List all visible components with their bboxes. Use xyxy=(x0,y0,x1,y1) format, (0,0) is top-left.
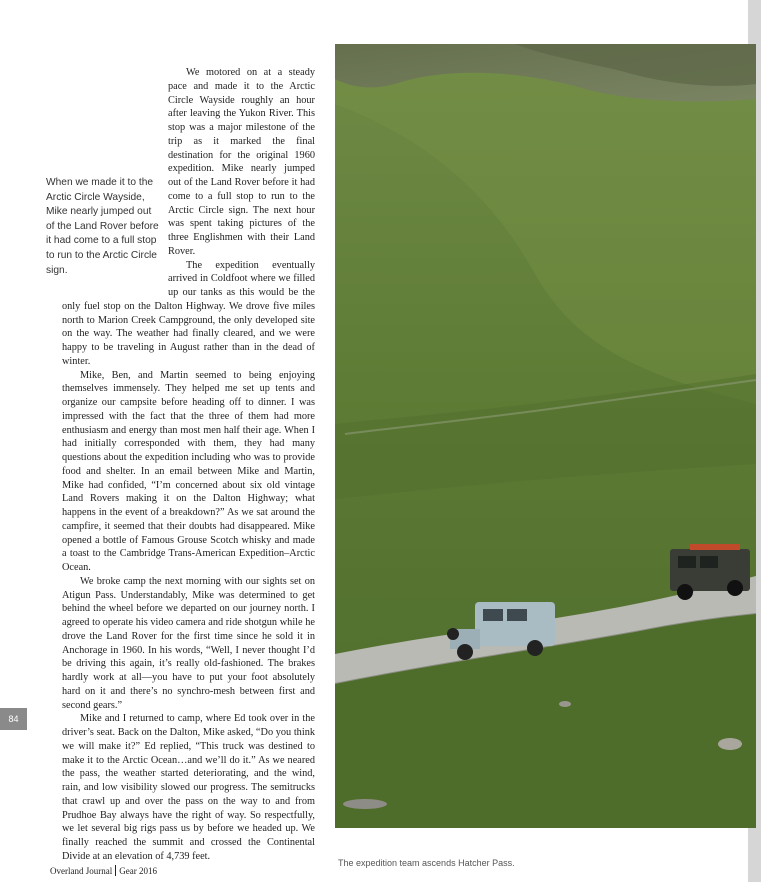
publication-name: Overland Journal xyxy=(50,866,113,876)
footer-divider xyxy=(115,865,116,876)
hatcher-pass-photo xyxy=(335,44,756,828)
paragraph-3: Mike, Ben, and Martin seemed to being enjoying themselves immensely. They helped me set up tents and organize our campsite before heading off to dinner. I was impressed with the fact that the three of them had more enthusiasm and energy than most men half their age. When I had initially corresponded with them, they had many questions about the expedition including who was to provide food and shelter. In an email between Mike and Martin, Mike had confided, “I’m concerned about six old vintage Land Rovers making it on the Dalton Highway; what happens in the event of a breakdown?” As we sat around the campfire, it seemed that their doubts had disappeared. Mike opened a bottle of Famous Grouse Scotch whisky and made a toast to the Cambridge Trans-American Expedition–Arctic Ocean. xyxy=(62,369,315,573)
paragraph-5: Mike and I returned to camp, where Ed took over in the driver’s seat. Back on the Dalton, Mike asked, “Do you think we will make it?” Ed replied, “This truck was destined to make it to the Arctic Ocean…and we’ll do it.” As we neared the pass, the weather started deteriorating, and the wind, rain, and low visibility slowed our progress. The semitrucks that crawl up and over the pass on the way to and from Prudhoe Bay always have the right of way. So respectfully, we let several big rigs pass us by before we headed up. We finally reached the summit and crossed the Continental Divide at an elevation of 4,739 feet. xyxy=(62,713,315,862)
footer xyxy=(50,865,157,876)
page-number: 84 xyxy=(0,708,27,730)
paragraph-4: We broke camp the next morning with our sights set on Atigun Pass. Understandably, Mike was determined to get behind the wheel before we departed on our journey north. I agreed to operate his video camera and ride shotgun while he drove the Land Rover for the first time since he sold it in Anchorage in 1960. In his words, “Well, I never thought I’d be driving this again, it’s really old-fashioned. The brakes hardly work at all—you have to put your foot absolutely hard on it and there’s no synchro-mesh between first and second gears.” xyxy=(62,575,315,711)
pullquote: When we made it to the Arctic Circle Wayside, Mike nearly jumped out of the Land Rover before it had come to a full stop to run to the Arctic Circle sign. xyxy=(46,177,159,276)
photo-caption: The expedition team ascends Hatcher Pass. xyxy=(338,858,515,868)
paragraph-2: The expedition eventually arrived in Coldfoot where we filled up our tanks as this would be the only fuel stop on the Dalton Highway. We drove five miles north to Marion Creek Campground, the only developed site on the way. The weather had finally cleared, and we were happy to be traveling in August rather than in the dead of winter. xyxy=(62,259,315,367)
paragraph-1: We motored on at a steady pace and made it to the Arctic Circle Wayside roughly an hour after leaving the Yukon River. This stop was a major milestone of the trip as it marked the final destination for the original 1960 expedition. Mike nearly jumped out of the Land Rover before it had come to a full stop to run to the Arctic Circle sign. The next hour was spent taking pictures of the three Englishmen with their Land Rover. xyxy=(168,67,315,257)
issue-name: Gear 2016 xyxy=(119,866,157,876)
